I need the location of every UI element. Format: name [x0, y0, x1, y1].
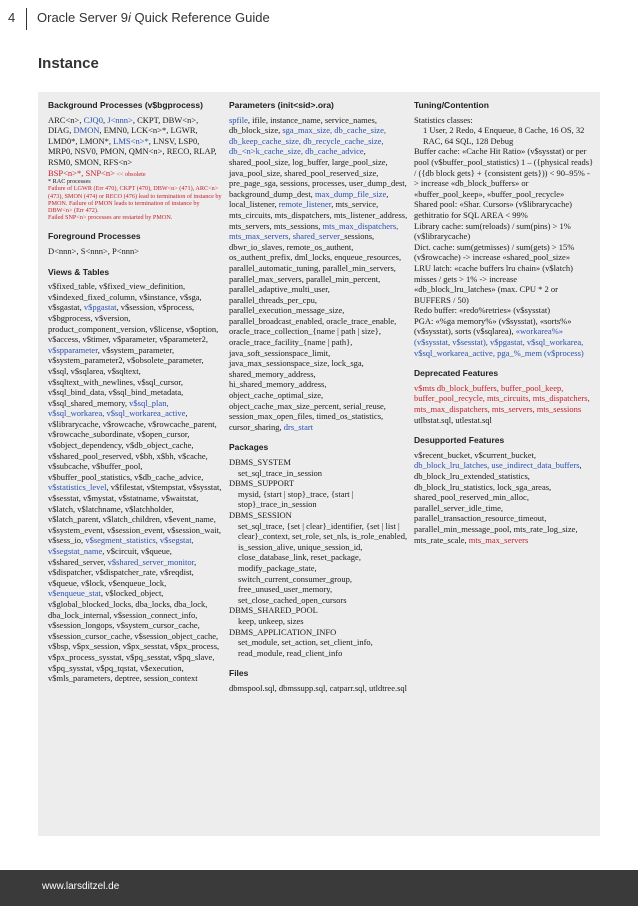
tuning-line: Shared pool: «Shar. Cursors» (v$librarycache) gethitratio for SQL AREA < 99% — [414, 199, 572, 220]
tuning-line: Statistics classes: — [414, 114, 473, 125]
desupported-heading: Desupported Features — [414, 435, 505, 446]
package-line: set_sql_trace_in_session — [238, 467, 323, 478]
package-line: set_sql_trace, {set | clear}_identifier, {set | list | clear}_context, set_role, set_nls, is_role_enabled, is_session_alive, unique_session_id, close_database_link, reset_package, modify_package_state, switch_current_consumer_group, free_unused_user_memory, set_close_cached_open_cursors — [238, 520, 408, 605]
column-middle — [229, 100, 409, 693]
parameters-heading: Parameters (init<sid>.ora) — [229, 100, 334, 110]
tuning-line: Dict. cache: sum(getmisses) / sum(gets) > 15% (v$rowcache) -> increase «shared_pool_size» — [414, 241, 575, 263]
files-heading: Files — [229, 668, 249, 679]
package-line: mysid, {start | stop}_trace, {start | stop}_trace_in_session — [238, 488, 354, 510]
deprecated-heading: Deprecated Features — [414, 368, 499, 379]
deprecated-list: v$mts db_block_buffers, buffer_pool_keep, buffer_pool_recycle, mts_circuits, mts_dispatchers, mts_max_dispatchers, mts_servers, mts_sessions — [414, 382, 590, 415]
page-title: Instance — [38, 55, 99, 72]
views-tables-heading: Views & Tables — [48, 266, 110, 277]
pga-line: PGA: «%ga memory%» (v$sysstat), «sorts%» (v$sysstat), sorts (v$sqlarea), «workarea%» (v$sysstat, v$sesstat), v$pgastat, v$sql_workarea, v$sql_workarea_active, pga_%_mem (v$process) — [414, 315, 584, 358]
running-title: Oracle Server 9i Quick Reference Guide — [37, 10, 270, 25]
deprecated-scripts: utlbstat.sql, utlestat.sql — [414, 414, 492, 425]
package-line: DBMS_SESSION — [229, 509, 292, 520]
tuning-line: LRU latch: «cache buffers lru chain» (v$latch) misses / gets > 1% -> increase «db_block_lru_latches» (max. CPU * 2 or BUFFERS / 50) — [414, 262, 573, 305]
files-list: dbmspool.sql, dbmssupp.sql, catparr.sql, utldtree.sql — [229, 682, 408, 693]
background-processes-heading: Background Processes (v$bgprocess) — [48, 100, 203, 110]
parameters-list: spfile, ifile, instance_name, service_names, db_block_size, sga_max_size, db_cache_size, db_keep_cache_size, db_recycle_cache_size, db_<n>k_cache_size, db_cache_advice, shared_pool_size, log_buffer, large_pool_size, java_pool_size, shared_pool_reserved_size, pre_page_sga, sessions, processes, user_dump_dest, background_dump_dest, max_dump_file_size, local_listener, remote_listener, mts_service, mts_circuits, mts_dispatchers, mts_listener_address, mts_servers, mts_sessions, mts_max_dispatchers, mts_max_servers, shared_server_sessions, dbwr_io_slaves, remote_os_authent, os_authent_prefix, dml_locks, enqueue_resources, parallel_automatic_tuning, parallel_min_servers, parallel_max_servers, parallel_min_percent, parallel_adaptive_multi_user, parallel_threads_per_cpu, parallel_execution_message_size, parallel_broadcast_enabled, oracle_trace_enable, oracle_trace_collection_{name | path | size}, oracle_trace_facility_{name | path}, java_soft_sessionspace_limit, java_max_sessionspace_size, lock_sga, shared_memory_address, hi_shared_memory_address, object_cache_optimal_size, object_cache_max_size_percent, serial_reuse, session_max_open_files, timed_os_statistics, cursor_sharing, drs_start — [229, 114, 408, 432]
packages-list — [229, 457, 409, 658]
tuning-line: 1 User, 2 Redo, 4 Enqueue, 8 Cache, 16 OS, 32 RAC, 64 SQL, 128 Debug — [423, 125, 585, 146]
column-right — [414, 100, 594, 545]
content-panel — [38, 92, 600, 836]
package-line: set_module, set_action, set_client_info, read_module, read_client_info — [238, 637, 373, 658]
desupported-list: v$recent_bucket, v$current_bucket, db_block_lru_latches, use_indirect_data_buffers, db_block_lru_extended_statistics, db_block_lru_statistics, lock_sga_areas, shared_pool_reserved_min_alloc, parallel_server_idle_time, parallel_transaction_resource_timeout, parallel_min_message_pool, mts_rate_log_size, mts_rate_scale, mts_max_servers — [414, 449, 582, 545]
footer-url[interactable]: www.larsditzel.de — [42, 881, 120, 892]
column-left — [48, 100, 223, 684]
tuning-line: Buffer cache: «Cache Hit Ratio» (v$sysstat) or per pool (v$buffer_pool_statistics) 1 – ({physical reads} / ({db block gets} + {consistent gets})) < 90–95% -> increase «db_block_buffers» or «buffer_pool_keep», «buffer_pool_recycle» — [414, 146, 594, 199]
package-line: DBMS_APPLICATION_INFO — [229, 626, 337, 637]
obsolete-processes: BSP<n>*, SNP<n> << obsolete — [48, 167, 146, 178]
package-line: DBMS_SYSTEM — [229, 457, 291, 467]
package-line: DBMS_SUPPORT — [229, 478, 295, 489]
package-line: DBMS_SHARED_POOL — [229, 605, 318, 616]
packages-heading: Packages — [229, 442, 269, 453]
tuning-line: Redo buffer: «redo%retries» (v$sysstat) — [414, 305, 551, 316]
failure-note: Failure of LGWR (Err 470), CKPT (470), DBW<n> (471), ARC<n> (473), SMON (474) or RECO (476) lead to termination of instance by PMON. Failure of PMON leads to termination of instance by DBW<n> (Err 472). — [48, 185, 222, 214]
foreground-processes-list: D<nnn>, S<nnn>, P<nnn> — [48, 245, 140, 256]
page-number: 4 — [8, 10, 16, 25]
tuning-list — [414, 115, 594, 316]
rac-note: * RAC processes — [48, 178, 91, 186]
page-footer — [0, 870, 638, 906]
views-tables-list: v$fixed_table, v$fixed_view_definition, v$indexed_fixed_column, v$instance, v$sga, v$sgastat, v$pgastat, v$session, v$process, v$bgprocess, v$version, product_component_version, v$license, v$option, v$access, v$timer, v$parameter, v$parameter2, v$spparameter, v$system_parameter, v$system_parameter2, v$obsolete_parameter, v$sql, v$sqlarea, v$sqltext, v$sqltext_with_newlines, v$sql_cursor, v$sql_bind_data, v$sql_bind_metadata, v$sql_shared_memory, v$sql_plan, v$sql_workarea, v$sql_workarea_active, v$librarycache, v$rowcache, v$rowcache_parent, v$rowcache_subordinate, v$open_cursor, v$object_dependency, v$db_object_cache, v$shared_pool_reserved, v$bh, x$bh, v$cache, v$subcache, v$buffer_pool, v$buffer_pool_statistics, v$db_cache_advice, v$statistics_level, v$filestat, v$tempstat, v$sysstat, v$sesstat, v$mystat, v$statname, v$waitstat, v$latch, v$latchname, v$latchholder, v$latch_parent, v$latch_children, v$event_name, v$system_event, v$session_event, v$session_wait, v$sess_io, v$segment_statistics, v$segstat, v$segstat_name, v$circuit, v$queue, v$shared_server, v$shared_server_monitor, v$dispatcher, v$dispatcher_rate, v$reqdist, v$queue, v$lock, v$enqueue_lock, v$enqueue_stat, v$locked_object, v$global_blocked_locks, dba_locks, dba_lock, dba_lock_internal, v$session_connect_info, v$session_longops, v$system_cursor_cache, v$session_cursor_cache, v$session_object_cache, v$bsp, v$px_session, v$px_sesstat, v$px_process, v$px_process_sysstat, v$pq_sesstat, v$pq_slave, v$pq_sysstat, v$pq_tqstat, v$execution, v$mls_parameters, deptree, session_context — [48, 281, 222, 684]
foreground-processes-heading: Foreground Processes — [48, 231, 141, 242]
tuning-heading: Tuning/Contention — [414, 100, 489, 110]
page-header — [0, 0, 638, 40]
restart-note: Failed SNP<n> processes are restarted by PMON. — [48, 214, 173, 222]
tuning-line: Library cache: sum(reloads) / sum(pins) > 1% (v$librarycache) — [414, 220, 571, 242]
header-divider — [26, 8, 27, 30]
package-line: keep, unkeep, sizes — [238, 615, 304, 626]
background-processes-list: ARC<n>, CJQ0, J<nnn>, CKPT, DBW<n>, DIAG, DMON, EMN0, LCK<n>*, LGWR, LMD0*, LMON*, LMS<n>*, LNSV, LSP0, MRP0, NSV0, PMON, QMN<n>, RECO, RLAP, RSM0, SMON, RFS<n> — [48, 114, 217, 167]
